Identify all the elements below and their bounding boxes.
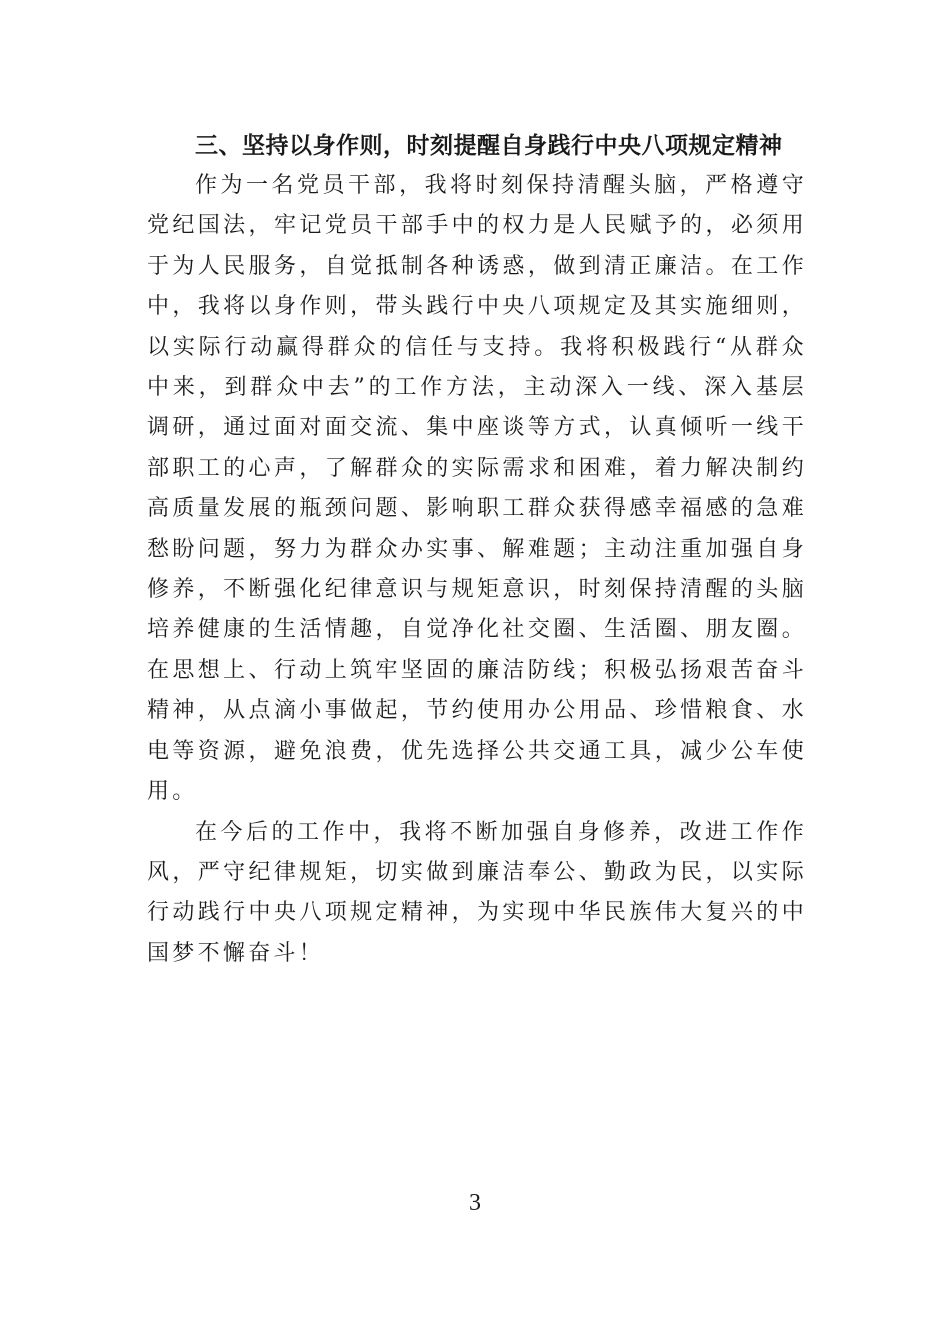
body-paragraph-1: 作为一名党员干部，我将时刻保持清醒头脑，严格遵守党纪国法，牢记党员干部手中的权力是人民赋予的，必须用于为人民服务，自觉抵制各种诱惑，做到清正廉洁。在工作中，我将以身作则，带头践行中央八项规定及其实施细则，以实际行动赢得群众的信任与支持。我将积极践行“从群众中来，到群众中去”的工作方法，主动深入一线、深入基层调研，通过面对面交流、集中座谈等方式，认真倾听一线干部职工的心声，了解群众的实际需求和困难，着力解决制约高质量发展的瓶颈问题、影响职工群众获得感幸福感的急难愁盼问题，努力为群众办实事、解难题；主动注重加强自身修养，不断强化纪律意识与规矩意识，时刻保持清醒的头脑培养健康的生活情趣，自觉净化社交圈、生活圈、朋友圈。在思想上、行动上筑牢坚固的廉洁防线；积极弘扬艰苦奋斗精神，从点滴小事做起，节约使用办公用品、珍惜粮食、水电等资源，避免浪费，优先选择公共交通工具，减少公车使用。 [147, 173, 807, 805]
document-body [147, 126, 807, 974]
page-number: 3 [469, 1190, 481, 1216]
section-heading: 三、坚持以身作则，时刻提醒自身践行中央八项规定精神 [195, 133, 783, 159]
body-paragraph-2: 在今后的工作中，我将不断加强自身修养，改进工作作风，严守纪律规矩，切实做到廉洁奉公、勤政为民，以实际行动践行中央八项规定精神，为实现中华民族伟大复兴的中国梦不懈奋斗！ [147, 819, 807, 966]
